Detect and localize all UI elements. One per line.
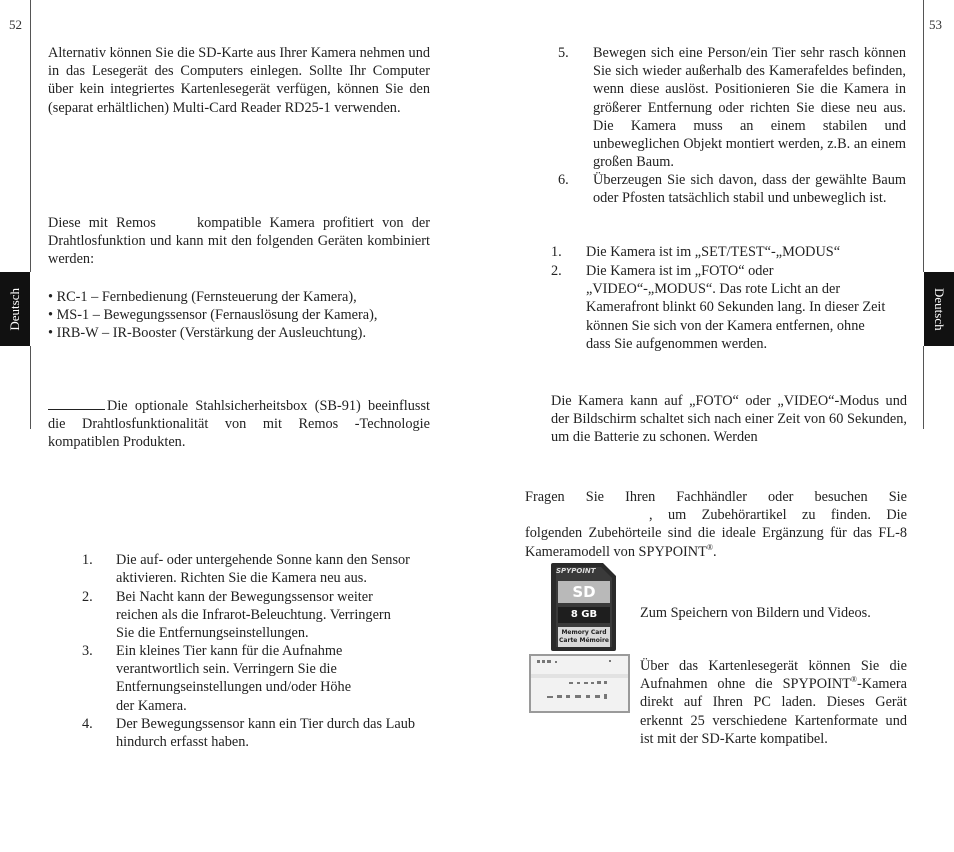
accessories-period: . <box>712 543 717 560</box>
margin-line-right-top <box>923 0 924 272</box>
language-tab-left <box>0 272 30 346</box>
item-line: dass Sie aufgenommen werden. <box>586 335 768 352</box>
registered-mark: ® <box>850 675 857 685</box>
sd-capacity: 8 GB <box>570 609 598 620</box>
margin-line-left-bottom <box>30 346 31 429</box>
item-number: 4. <box>82 716 93 732</box>
item-line: Kamerafront blinkt 60 Sekunden lang. In dieser Zeit <box>586 299 886 316</box>
item-line: aktivieren. Richten Sie die Kamera neu aus. <box>116 570 367 587</box>
item-text <box>116 715 415 751</box>
item-line: „VIDEO“-„MODUS“. Das rote Licht an der <box>586 281 841 298</box>
card-reader-image <box>529 654 630 713</box>
item-line: Bei Nacht kann der Bewegungssensor weiter <box>116 589 373 605</box>
item-number: 1. <box>551 244 562 260</box>
reader-caption-camera: -Kamera <box>856 676 907 693</box>
item-number: 1. <box>82 552 93 568</box>
sd-card-caption: Zum Speichern von Bildern und Videos. <box>640 605 871 621</box>
item-text <box>116 551 410 587</box>
reader-caption-brand: Aufnahmen ohne die SPYPOINT <box>640 676 851 693</box>
page-number-right: 53 <box>929 17 942 32</box>
bullet-item: • RC-1 – Fernbedienung (Fernsteuerung der Kamera), <box>48 289 357 305</box>
item-text <box>586 243 840 261</box>
item-line: Die auf- oder untergehende Sonne kann den Sensor <box>116 552 410 568</box>
sd-brand-logo: SPYPOINT <box>556 567 596 575</box>
bullet-item: • MS-1 – Bewegungssensor (Fernauslösung der Kamera), <box>48 307 378 324</box>
item-line: verantwortlich sein. Verringern Sie die <box>116 661 337 678</box>
accessories-line: , um Zubehörartikel zu finden. Die <box>649 507 907 524</box>
note-rest: die Drahtlosfunktionalität von mit Remos -Technologie kompatiblen Produkten. <box>48 416 430 451</box>
item-line: der Kamera. <box>116 697 187 714</box>
note-line1-text: Die optionale Stahlsicherheitsbox (SB-91) beeinflusst <box>107 398 430 414</box>
item-text: Bewegen sich eine Person/ein Tier sehr rasch können Sie sich wieder außerhalb des Kamerafeldes befinden, wenn diese auslöst. Positionieren Sie die Kamera in größerer Entfernung oder richten Sie diese neu aus. Die Kamera muss an einem stabilen und unbeweglichen Objekt montiert werden, z.B. an einem großen Baum. <box>593 45 906 171</box>
sd-label-fr: Carte Mémoire <box>559 637 609 644</box>
paragraph-screen-timeout: Die Kamera kann auf „FOTO“ oder „VIDEO“-Modus und der Bildschirm schaltet sich nach einer Zeit von 60 Sekunden, um die Batterie zu schonen. Werden <box>551 393 907 446</box>
svg-text:SD: SD <box>572 583 596 601</box>
margin-line-left-top <box>30 0 31 272</box>
item-text <box>586 262 911 353</box>
paragraph-accessories <box>525 488 907 561</box>
reader-caption-line <box>640 675 907 693</box>
margin-line-right-bottom <box>923 346 924 429</box>
bullet-item: • IRB-W – IR-Booster (Verstärkung der Ausleuchtung). <box>48 325 367 342</box>
note-steel-box <box>48 397 430 452</box>
note-first-line <box>48 397 430 415</box>
paragraph-remos <box>48 214 430 269</box>
accessories-brand-text: Kameramodell von SPYPOINT <box>525 543 707 560</box>
language-tab-right <box>924 272 954 346</box>
accessories-line: folgenden Zubehörteile sind die ideale Ergänzung für das FL-8 <box>525 525 907 542</box>
item-number: 2. <box>551 263 562 279</box>
sd-label-en: Memory Card <box>561 629 607 636</box>
note-heading-rule <box>48 398 105 410</box>
item-line: Die Kamera ist im „FOTO“ oder <box>586 263 774 279</box>
paragraph-remos-end: kompatible Kamera profitiert von der Drahtlosfunktion und kann mit den folgenden Geräten kombiniert werden: <box>48 215 430 268</box>
item-text <box>116 642 351 715</box>
item-line: Sie die Entfernungseinstellungen. <box>116 625 309 642</box>
accessory-bullet-list <box>48 288 448 343</box>
page-number-left: 52 <box>9 17 22 32</box>
item-number: 6. <box>558 172 569 188</box>
reader-caption-rest: direkt auf Ihren PC laden. Dieses Gerät erkennt 25 verschiedene Kartenformate und ist mit der SD-Karte kompatibel. <box>640 694 907 747</box>
reader-caption-line: Über das Kartenlesegerät können Sie die <box>640 658 907 674</box>
item-line: reichen als die Infrarot-Beleuchtung. Verringern <box>116 607 391 624</box>
card-reader-caption <box>640 657 907 748</box>
item-line: Entfernungseinstellungen und/oder Höhe <box>116 679 352 696</box>
item-line: Ein kleines Tier kann für die Aufnahme <box>116 643 343 659</box>
language-tab-right-label: Deutsch <box>932 287 948 331</box>
item-line: können Sie sich von der Kamera entfernen, ohne <box>586 317 865 334</box>
language-tab-left-label: Deutsch <box>6 287 22 331</box>
item-line: Der Bewegungssensor kann ein Tier durch das Laub <box>116 716 415 732</box>
item-number: 5. <box>558 45 569 61</box>
accessories-line: Fragen Sie Ihren Fachhändler oder besuchen Sie <box>525 489 907 505</box>
accessories-line <box>525 543 907 561</box>
item-number: 2. <box>82 589 93 605</box>
paragraph-sd-reader: Alternativ können Sie die SD-Karte aus Ihrer Kamera nehmen und in das Lesegerät des Computers einlegen. Sollte Ihr Computer über kein integriertes Kartenlesegerät verfügen, können Sie den (separat erhältlichen) Multi-Card Reader RD25-1 verwenden. <box>48 45 430 116</box>
paragraph-remos-start: Diese mit Remos <box>48 215 156 231</box>
registered-mark: ® <box>706 542 713 552</box>
item-line: Die Kamera ist im „SET/TEST“-„MODUS“ <box>586 244 841 260</box>
item-line: hindurch erfasst haben. <box>116 734 249 751</box>
sd-card-image <box>551 563 616 651</box>
item-text <box>116 588 391 643</box>
item-number: 3. <box>82 643 93 659</box>
item-text: Überzeugen Sie sich davon, dass der gewählte Baum oder Pfosten tatsächlich stabil und unbeweglich ist. <box>593 172 906 207</box>
